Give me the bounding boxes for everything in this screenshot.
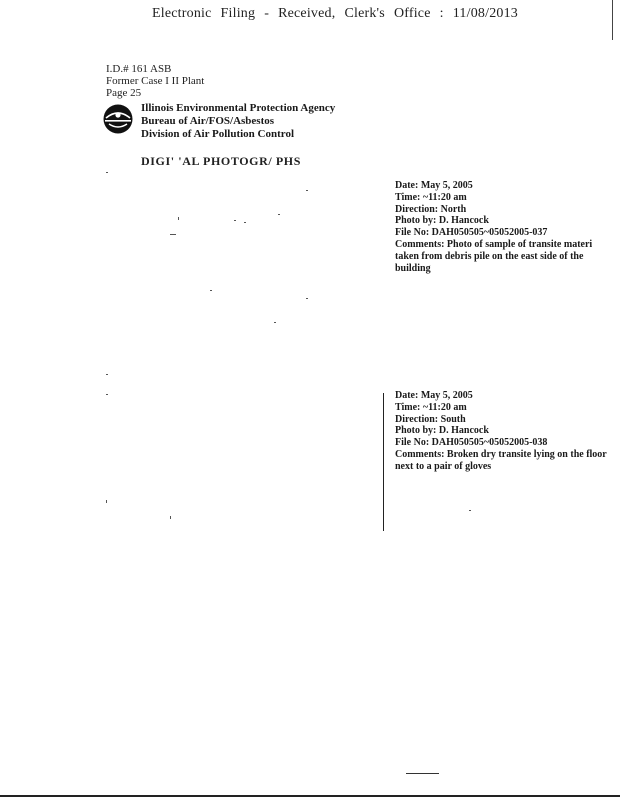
photo-2-time: Time: ~11:20 am <box>395 401 467 413</box>
photo-2-date: Date: May 5, 2005 <box>395 390 473 401</box>
photo-2-area <box>106 390 376 530</box>
header-word: Electronic <box>152 6 212 21</box>
photo-2-caption <box>395 390 610 473</box>
scan-speck <box>469 510 471 511</box>
photo-2-file-number: File No: DAH050505~05052005-038 <box>395 437 548 449</box>
photo-1-comments: Comments: Photo of sample of transite materi taken from debris pile on the east side of the building <box>395 238 593 274</box>
header-word: Office <box>393 6 431 21</box>
page-number: Page 25 <box>106 87 142 99</box>
footer-short-rule <box>406 773 439 774</box>
photo-2-photographer: Photo by: D. Hancock <box>395 425 489 437</box>
header-word: - <box>264 6 270 21</box>
photo-divider-line <box>383 393 384 531</box>
division-name: Division of Air Pollution Control <box>141 128 295 140</box>
agency-name: Illinois Environmental Protection Agency <box>141 102 336 114</box>
header-word: 11/08/2013 <box>452 6 518 21</box>
bureau-name: Bureau of Air/FOS/Asbestos <box>141 115 275 127</box>
photo-1-photographer: Photo by: D. Hancock <box>395 215 489 227</box>
photo-1-direction: Direction: North <box>395 203 467 215</box>
photo-1-date: Date: May 5, 2005 <box>395 180 473 191</box>
photo-1-file-number: File No: DAH050505~05052005-037 <box>395 227 548 239</box>
site-name: Former Case I II Plant <box>106 75 205 87</box>
header-word: Received, <box>278 6 336 21</box>
photo-2-direction: Direction: South <box>395 413 466 425</box>
scan-edge-line <box>612 0 613 40</box>
photo-1-time: Time: ~11:20 am <box>395 191 467 203</box>
photo-2-comments: Comments: Broken dry transite lying on the floor next to a pair of gloves <box>395 448 607 472</box>
electronic-filing-header <box>152 6 527 22</box>
header-word: : <box>439 6 444 21</box>
document-id: I.D.# 161 ASB <box>106 63 172 75</box>
photo-1-area <box>106 172 376 377</box>
photo-1-caption <box>395 180 610 274</box>
scan-bottom-edge <box>0 795 620 797</box>
header-word: Filing <box>220 6 256 21</box>
section-title: DIGI' 'AL PHOTOGR/ PHS <box>141 154 302 168</box>
header-word: Clerk's <box>344 6 385 21</box>
iepa-seal-icon <box>103 104 133 134</box>
